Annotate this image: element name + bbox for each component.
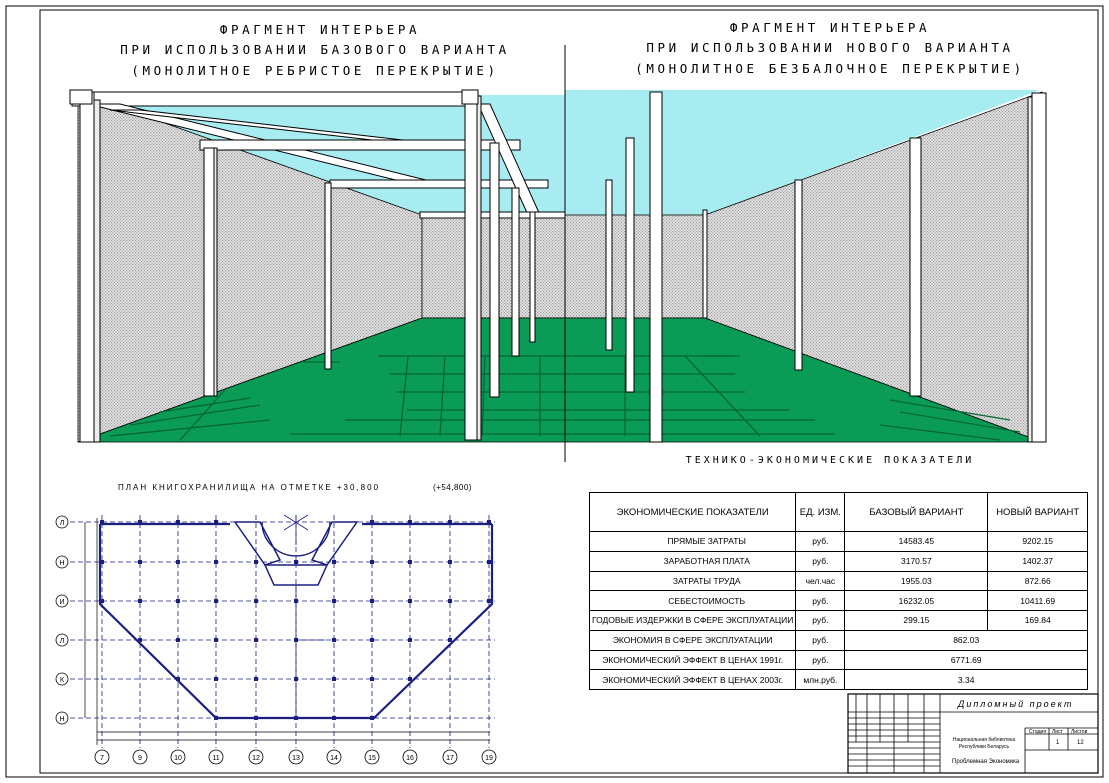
plan-column-dot (448, 560, 452, 564)
plan-column-dot (332, 716, 336, 720)
indicator-cell: ЭКОНОМИЧЕСКИЙ ЭФФЕКТ В ЦЕНАХ 2003г. (590, 670, 796, 690)
base-value-cell: 14583.45 (845, 532, 988, 552)
indicator-cell: ЗАТРАТЫ ТРУДА (590, 571, 796, 591)
plan-column-dot (370, 638, 374, 642)
unit-cell: руб. (796, 630, 845, 650)
plan-column-dot (294, 599, 298, 603)
header-indicator: ЭКОНОМИЧЕСКИЕ ПОКАЗАТЕЛИ (590, 493, 796, 532)
right-title-line3: (МОНОЛИТНОЕ БЕЗБАЛОЧНОЕ ПЕРЕКРЫТИЕ) (635, 61, 1025, 76)
economic-indicators-table (589, 492, 1088, 690)
unit-cell: млн.руб. (796, 670, 845, 690)
plan-column-dot (176, 677, 180, 681)
stamp-sheet-number: 1 (1056, 740, 1060, 746)
stamp-section: Проблемная Экономика (952, 759, 1020, 765)
row-axis-bubble (56, 595, 68, 607)
header-base: БАЗОВЫЙ ВАРИАНТ (845, 493, 988, 532)
new-value-cell: 1402.37 (988, 551, 1088, 571)
plan-column-dot (448, 599, 452, 603)
base-value-cell: 1955.03 (845, 571, 988, 591)
new-value-cell: 169.84 (988, 611, 1088, 631)
column-axis-label: 15 (368, 755, 376, 762)
plan-column-dot (294, 716, 298, 720)
plan-column-dot (176, 560, 180, 564)
plan-column-dot (254, 599, 258, 603)
plan-column-dot (487, 520, 491, 524)
plan-column-dot (214, 677, 218, 681)
plan-column-dot (370, 599, 374, 603)
plan-column-dot (100, 599, 104, 603)
plan-column-dot (138, 638, 142, 642)
plan-column-dot (294, 677, 298, 681)
column-axis-label: 14 (330, 755, 338, 762)
plan-title: ПЛАН КНИГОХРАНИЛИЩА НА ОТМЕТКЕ +30,800 (118, 483, 381, 492)
column-axis-label: 19 (485, 755, 493, 762)
merged-value-cell: 862.03 (845, 630, 1088, 650)
stamp-sheet-label: Лист (1052, 729, 1063, 735)
unit-cell: руб. (796, 591, 845, 611)
table-row (590, 532, 1088, 552)
left-interior-view (70, 90, 565, 442)
plan-column-dot (332, 677, 336, 681)
plan-column-dot (214, 599, 218, 603)
column-axis-bubble (133, 750, 147, 764)
row-axis-bubble (56, 516, 68, 528)
indicator-cell: ЭКОНОМИЯ В СФЕРЕ ЭКСПЛУАТАЦИИ (590, 630, 796, 650)
plan-column-dot (214, 716, 218, 720)
indicator-cell: ГОДОВЫЕ ИЗДЕРЖКИ В СФЕРЕ ЭКСПЛУАТАЦИИ (590, 611, 796, 631)
unit-cell: руб. (796, 532, 845, 552)
row-axis-bubble (56, 634, 68, 646)
plan-column-dot (370, 716, 374, 720)
unit-cell: руб. (796, 611, 845, 631)
plan-column-dot (370, 677, 374, 681)
plan-column-dot (254, 560, 258, 564)
stamp-org: Национальная библиотека Республики Беларусь (952, 737, 1016, 750)
right-back-wall (565, 215, 705, 318)
plan-column-dot (254, 638, 258, 642)
row-axis-bubble (56, 556, 68, 568)
column-axis-bubble (95, 750, 109, 764)
plan-column-dot (294, 638, 298, 642)
row-axis-bubble (56, 712, 68, 724)
stamp-stage-label: Стадия (1029, 729, 1047, 735)
table-row (590, 571, 1088, 591)
row-axis-bubble (56, 673, 68, 685)
table-row (590, 551, 1088, 571)
row-axis-label: Л (59, 638, 65, 645)
column-axis-label: 10 (174, 755, 182, 762)
plan-column-dot (487, 599, 491, 603)
column-axis-bubble (327, 750, 341, 764)
indicator-cell: ЗАРАБОТНАЯ ПЛАТА (590, 551, 796, 571)
row-axis-label: Н (59, 716, 65, 723)
right-title-line2: ПРИ ИСПОЛЬЗОВАНИИ НОВОГО ВАРИАНТА (646, 40, 1014, 55)
column-axis-label: 17 (446, 755, 454, 762)
left-title-line2: ПРИ ИСПОЛЬЗОВАНИИ БАЗОВОГО ВАРИАНТА (120, 42, 510, 57)
table-row (590, 611, 1088, 631)
plan-column-dot (138, 560, 142, 564)
column-axis-bubble (443, 750, 457, 764)
plan-column-dot (408, 520, 412, 524)
plan-column-dot (100, 560, 104, 564)
plan-column-dot (294, 560, 298, 564)
stamp-sheets-label: Листов (1071, 729, 1088, 735)
indicators-title: ТЕХНИКО-ЭКОНОМИЧЕСКИЕ ПОКАЗАТЕЛИ (685, 455, 975, 466)
plan-column-dot (487, 560, 491, 564)
indicator-cell: ПРЯМЫЕ ЗАТРАТЫ (590, 532, 796, 552)
plan-column-dot (100, 520, 104, 524)
plan-column-dot (214, 560, 218, 564)
row-axis-label: Л (59, 520, 65, 527)
column-axis-bubble (209, 750, 223, 764)
column-axis-label: 13 (292, 755, 300, 762)
column-axis-bubble (289, 750, 303, 764)
plan-column-dot (138, 599, 142, 603)
indicator-cell: СЕБЕСТОИМОСТЬ (590, 591, 796, 611)
header-new: НОВЫЙ ВАРИАНТ (988, 493, 1088, 532)
unit-cell: чел.час (796, 571, 845, 591)
plan-column-dot (254, 716, 258, 720)
header-unit: ЕД. ИЗМ. (796, 493, 845, 532)
unit-cell: руб. (796, 551, 845, 571)
plan-column-dot (214, 638, 218, 642)
row-axis-label: К (59, 677, 65, 684)
plan-column-dot (254, 677, 258, 681)
table-row (590, 670, 1088, 690)
left-title-line3: (МОНОЛИТНОЕ РЕБРИСТОЕ ПЕРЕКРЫТИЕ) (131, 63, 499, 78)
column-axis-bubble (403, 750, 417, 764)
plan-column-dot (408, 599, 412, 603)
base-value-cell: 3170.57 (845, 551, 988, 571)
new-value-cell: 10411.69 (988, 591, 1088, 611)
plan-column-dot (332, 638, 336, 642)
base-value-cell: 16232.05 (845, 591, 988, 611)
indicator-cell: ЭКОНОМИЧЕСКИЙ ЭФФЕКТ В ЦЕНАХ 1991г. (590, 650, 796, 670)
new-value-cell: 872.66 (988, 571, 1088, 591)
column-axis-label: 7 (100, 755, 104, 762)
column-axis-label: 11 (212, 755, 220, 762)
column-axis-bubble (365, 750, 379, 764)
unit-cell: руб. (796, 650, 845, 670)
plan-column-dot (408, 677, 412, 681)
new-value-cell: 9202.15 (988, 532, 1088, 552)
floor-plan (56, 515, 496, 764)
column-axis-bubble (482, 750, 496, 764)
stamp-sheets-total: 12 (1077, 740, 1084, 746)
column-axis-label: 12 (252, 755, 260, 762)
row-axis-label: Н (59, 560, 65, 567)
column-axis-bubble (171, 750, 185, 764)
plan-column-dot (176, 520, 180, 524)
table-header-row (590, 493, 1088, 532)
plan-column-dot (176, 638, 180, 642)
plan-column-dot (448, 638, 452, 642)
plan-column-dot (332, 599, 336, 603)
plan-column-dot (214, 520, 218, 524)
base-value-cell: 299.15 (845, 611, 988, 631)
plan-column-dot (370, 520, 374, 524)
plan-column-dot (408, 560, 412, 564)
column-axis-label: 9 (138, 755, 142, 762)
table-row (590, 591, 1088, 611)
merged-value-cell: 3.34 (845, 670, 1088, 690)
right-interior-view (565, 90, 1046, 442)
plan-column-dot (332, 560, 336, 564)
row-axis-label: И (59, 599, 65, 606)
table-row (590, 630, 1088, 650)
plan-column-dot (176, 599, 180, 603)
plan-column-dot (408, 638, 412, 642)
plan-title-alt: (+54,800) (433, 483, 472, 492)
plan-column-dot (448, 520, 452, 524)
merged-value-cell: 6771.69 (845, 650, 1088, 670)
table-row (590, 650, 1088, 670)
plan-column-dot (138, 520, 142, 524)
column-axis-bubble (249, 750, 263, 764)
stamp-title: Дипломный проект (958, 699, 1074, 709)
column-axis-label: 16 (406, 755, 414, 762)
left-title-line1: ФРАГМЕНТ ИНТЕРЬЕРА (219, 22, 421, 37)
right-title-line1: ФРАГМЕНТ ИНТЕРЬЕРА (729, 20, 931, 35)
plan-column-dot (370, 560, 374, 564)
